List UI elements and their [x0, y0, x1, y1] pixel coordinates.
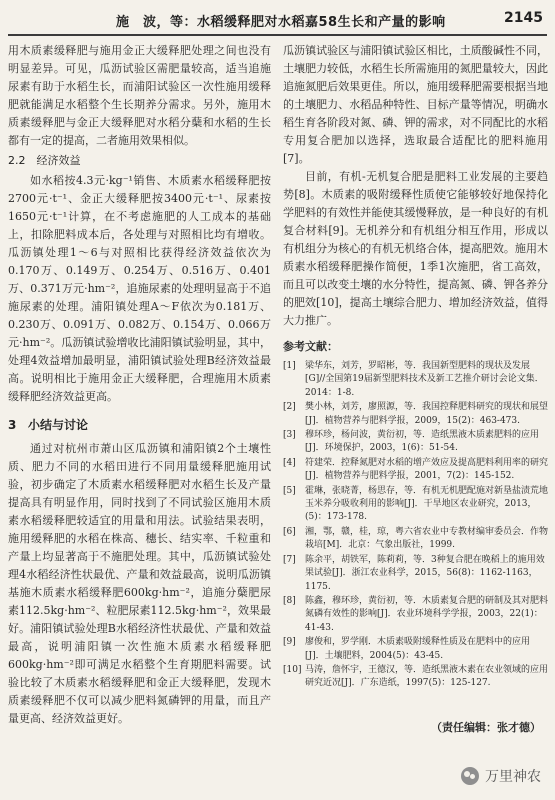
paragraph: 瓜沥镇试验区与浦阳镇试验区相比，土质酸碱性不同，土壤肥力较低，水稻生长所需施用的氮肥量较大，因此追施氮肥后效果更佳。所以，施用缓释肥需要根据当地的土壤肥力、水稻品种特性、目标产量等情况，明确水稻生育各阶段对氮、磷、钾的需求，对不同配比的水稻专用复合肥加以选择，选取最合适配比的肥料施用[7]。 — [283, 44, 548, 165]
wechat-icon — [461, 767, 479, 785]
reference-item — [283, 401, 548, 428]
section-number: 3 — [8, 418, 17, 432]
reference-number: [7] — [283, 554, 296, 565]
reference-item — [283, 554, 548, 594]
paragraph: 目前，有机-无机复合肥是肥料工业发展的主要趋势[8]。木质素的吸附缓释性质使它能够较好地保持化学肥料的有效性并能使其缓慢释放，是一种良好的有机复合材料[9]。无机养分和有机组分相互作用，形成以有机组分为核心的有机无机络合体，提高肥效。施用木质素水稻缓释肥操作简便，1季1次施肥，省工高效，而且可以改变土壤的水分特性，提高氮、磷、钾各养分的肥效[10]，提高土壤综合肥力、增加经济效益，值得大力推广。 — [283, 170, 548, 327]
reference-text: 陈余平，胡铁军，陈莉莉，等．3种复合肥在晚稻上的施用效果试验[J]．浙江农业科学，2015，56(8)：1162-1163，1175. — [305, 554, 545, 592]
reference-number: [3] — [283, 430, 296, 441]
paragraph: 用木质素缓释肥与施用金正大缓释肥处理之间也没有明显差异。可见，瓜沥试验区需肥量较高，适当追施尿素有助于水稻生长，而浦阳试验区一次性施用缓释肥就能满足水稻整个生长期养分需求。另外，施用木质素缓释肥与金正大缓释肥对水稻分蘖和水稻的生长都有一定的提高，二者施用效果相似。 — [8, 44, 271, 147]
reference-number: [9] — [283, 637, 296, 648]
right-column — [283, 42, 548, 692]
reference-item — [283, 664, 548, 691]
section-heading: 2.2 经济效益 — [8, 154, 81, 167]
responsible-editor: （责任编辑：张才德） — [431, 721, 541, 734]
reference-number: [10] — [283, 664, 302, 675]
reference-item — [283, 526, 548, 553]
reference-item — [283, 485, 548, 525]
page-number: 2145 — [504, 10, 543, 26]
references-heading: 参考文献： — [283, 340, 338, 353]
paragraph: 如水稻按4.3元·kg⁻¹销售、木质素水稻缓释肥按2700元·t⁻¹、金正大缓释肥按3400元·t⁻¹、尿素按1650元·t⁻¹计算，在不考虑施肥的人工成本的基础上，扣除肥料成本后，各处理与对照相比均有增收。瓜沥镇处理1～6与对照相比获得经济效益依次为0.170万、0.149万、0.254万、0.516万、0.401万、0.371万元·hm⁻²，追施尿素的处理明显高于不追施尿素的处理。浦阳镇处理A～F依次为0.181万、0.230万、0.091万、0.082万、0.154万、0.066万元·hm⁻²。瓜沥镇试验增收比浦阳镇试验明显，其中，处理4效益增加最明显，浦阳镇试验处理B经济效益最高。说明相比于施用金正大缓释肥，合理施用木质素缓释肥经济效益更高。 — [8, 174, 271, 403]
reference-number: [8] — [283, 595, 296, 606]
reference-text: 陈鑫，穆环珍，黄衍初，等．木质素复合肥的研制及其对肥料氮磷有效性的影响[J]．农业环境科学学报，2003，22(1)：41-43. — [305, 595, 549, 633]
section-heading — [8, 416, 271, 434]
reference-text: 穆环珍，杨问波，黄衍初，等．造纸黑液木质素肥料的应用[J]．环境保护，2003，1(6)：51-54. — [305, 430, 540, 454]
reference-text: 廖俊和，罗学刚．木质素吸附缓释性质及在肥料中的应用[J]．土壤肥料，2004(5)：43-45. — [305, 637, 531, 661]
reference-item — [283, 360, 548, 400]
reference-text: 马涛，詹怀宇，王德汉，等．造纸黑液木素在农业领域的应用研究近况[J]．广东造纸，1997(5)：125-127. — [305, 664, 549, 689]
reference-number: [1] — [283, 361, 296, 371]
left-column — [8, 42, 271, 728]
reference-number: [5] — [283, 485, 296, 496]
watermark — [461, 766, 541, 786]
reference-item — [283, 595, 548, 635]
reference-text: 霍琳，张晓菁，杨思存，等．有机无机肥配施对新垦盐渍荒地玉米养分吸收利用的影响[J]．干旱地区农业研究，2013，(5)：173-178. — [305, 485, 549, 523]
reference-text: 樊小林，刘芳，廖照源，等．我国控释肥料研究的现状和展望[J]．植物营养与肥料学报，2009，15(2)：463-473. — [305, 402, 549, 426]
reference-item — [283, 429, 548, 456]
section-title: 小结与讨论 — [28, 418, 89, 432]
page-header — [8, 8, 547, 36]
reference-text: 符建荣．控释氮肥对水稻的增产效应及提高肥料利用率的研究[J]．植物营养与肥料学报，2001，7(2)：145-152. — [305, 457, 549, 482]
reference-number: [2] — [283, 402, 296, 413]
watermark-text: 万里神农 — [485, 769, 541, 785]
reference-number: [6] — [283, 526, 296, 537]
paragraph: 通过对杭州市萧山区瓜沥镇和浦阳镇2个土壤性质、肥力不同的水稻田进行不同用量缓释肥施用试验，初步确定了木质素水稻缓释肥对水稻生长及产量提高具有明显作用，同时找到了不同试验区施用木质素水稻缓释肥较适宜的用量和用法。试验结果表明，施用缓释肥的水稻在株高、穗长、结实率、千粒重和产量上均显著高于不施肥处理。其中，瓜沥镇试验处理4水稻经济性状最优、产量和效益最高，说明瓜沥镇基施木质素水稻缓释肥600kg·hm⁻²，追施分蘖肥尿素112.5kg·hm⁻²、粒肥尿素112.5kg·hm⁻²，效果最好。浦阳镇试验处理B水稻经济性状最优、产量和效益最高，说明浦阳镇一次性施木质素水稻缓释肥600kg·hm⁻²即可满足水稻整个生育期肥料需要。试验比较了木质素水稻缓释肥和金正大缓释肥，发现木质素缓释肥不仅可以减少肥料氮磷钾的用量，而且产量更高、经济效益更好。 — [8, 442, 271, 725]
reference-text: 湘，鄂，赣，桂，琼，粤六省农业中专教材编审委员会．作物栽培[M]．北京：气象出版社，1999. — [305, 526, 549, 551]
running-title: 施 波，等：水稻缓释肥对水稻嘉58生长和产量的影响 — [116, 15, 446, 30]
reference-number: [4] — [283, 457, 296, 468]
reference-list — [283, 360, 548, 691]
reference-item — [283, 636, 548, 663]
reference-item — [283, 457, 548, 484]
reference-text: 梁华东，刘芳，罗昭彬，等．我国新型肥料的现状及发展[G]//全国第19届新型肥料技术及新工艺推介研讨会论文集．2014：1-8. — [305, 361, 544, 398]
